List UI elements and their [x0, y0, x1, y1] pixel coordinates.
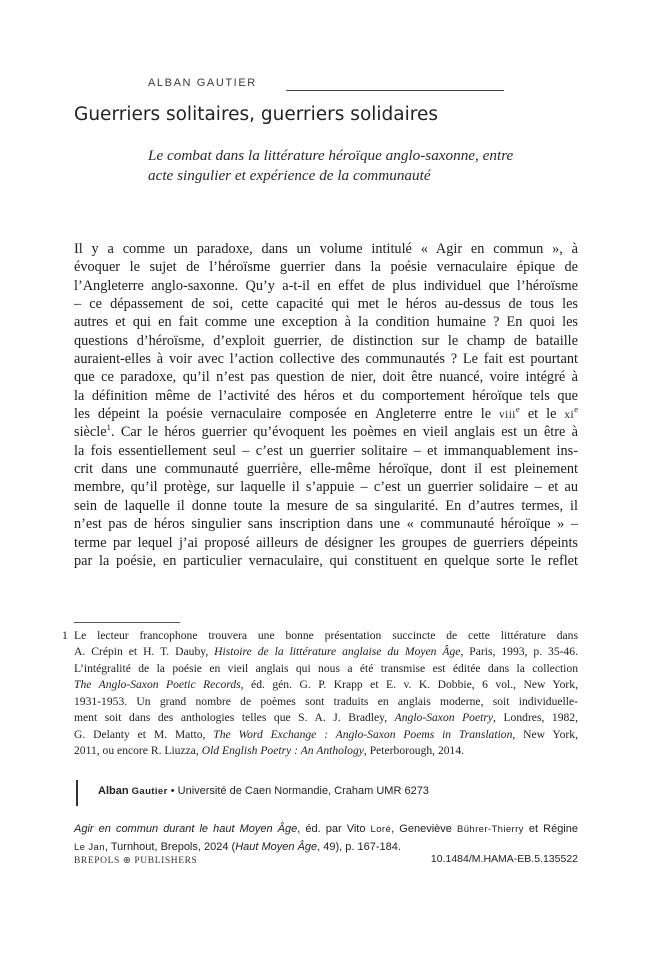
book-title: The Word Exchange : Anglo-Saxon Poems in Translation	[213, 727, 513, 741]
doi-link[interactable]: 10.1484/M.HAMA-EB.5.135522	[430, 853, 578, 865]
body-line: questions d’héroïsme, d’exploit guerrier, de distinction sur le champ de bataille	[74, 332, 578, 349]
body-text-fragment: siècle	[74, 424, 107, 441]
citation-line	[74, 821, 578, 839]
body-line: membre, qu’il protège, sur laquelle il s’appuie – c’est un guerrier solidaire – et au	[74, 479, 578, 496]
footnote-line: Le lecteur francophone trouvera une bonne présentation succincte de cette littérature dans	[74, 629, 578, 642]
author-first-name: Alban	[98, 785, 132, 797]
body-line: évoquer le sujet de l’héroïsme guerrier dans la poésie vernaculaire épique de	[74, 259, 578, 276]
volume-citation	[74, 821, 578, 856]
publisher-logo: BREPOLS ⊕ PUBLISHERS	[74, 856, 198, 866]
century-suffix: e	[574, 405, 578, 415]
author-affiliation	[98, 785, 429, 797]
book-title: Histoire de la littérature anglaise du Moyen Âge	[214, 645, 461, 659]
volume-title: Agir en commun durant le haut Moyen Âge	[74, 823, 298, 835]
footnote-fragment: 2011, ou encore R. Liuzza,	[74, 744, 202, 758]
citation-fragment: , éd. par Vito	[297, 823, 371, 835]
footnote-fragment: , Paris, 1993, p. 35-46.	[460, 645, 578, 659]
footnote-line	[74, 743, 578, 759]
body-line: n’est pas de héros singulier sans inscription dans une « communauté héroïque » –	[74, 516, 578, 533]
book-title: Old English Poetry : An Anthology	[201, 744, 364, 758]
footnote-fragment: , Londres, 1982,	[493, 711, 578, 725]
footnote-fragment: A. Crépin et H. T. Dauby,	[74, 645, 215, 659]
body-line	[74, 423, 578, 441]
footnote-line	[74, 677, 578, 693]
body-line: – ce dépassement de soi, cette capacité qui met le héros au-dessus de tous les	[74, 296, 578, 313]
footnote-fragment: ment soit dans des anthologies telles que S. A. J. Bradley,	[74, 711, 395, 725]
author-last-name: Gautier	[131, 786, 168, 797]
body-line: que ce paradoxe, qu’il n’est pas question de nier, doit être nuancé, voire intégré à	[74, 369, 578, 386]
subtitle-line: acte singulier et expérience de la communauté	[148, 167, 431, 184]
editor-name: Bührer-Thierry	[456, 824, 524, 835]
citation-fragment: , Turnhout, Brepols, 2024 (	[104, 840, 236, 853]
body-line: l’Angleterre anglo-saxonne. Qu’y a-t-il en effet de plus individuel que l’héroïsme	[74, 277, 578, 294]
footnote-line: L’intégralité de la poésie en vieil anglais qui nous a été transmise est éditée dans la collection	[74, 661, 578, 675]
book-title: The Anglo-Saxon Poetic Records	[74, 678, 241, 692]
header-rule	[286, 90, 504, 91]
century-suffix: e	[515, 405, 520, 415]
body-line: crit dans une communauté guerrière, elle-même héroïque, dont il est pleinement	[74, 461, 578, 478]
footnote-line: 1931-1953. Un grand nombre de poèmes sont traduits en anglais moderne, soit individuelle-	[74, 694, 578, 708]
article-subtitle	[148, 146, 578, 186]
body-text-fragment: . Car le héros guerrier qu’évoquent les poèmes en vieil anglais est un être à	[110, 424, 578, 441]
footnote-text	[74, 628, 578, 760]
body-line	[74, 405, 578, 423]
footnote-number: 1	[62, 629, 68, 642]
body-line: la fois essentiellement seul – c’est un guerrier solitaire – et immanquablement ins-	[74, 442, 578, 459]
footnote-fragment: G. Delanty et M. Matto,	[74, 727, 214, 741]
affiliation-text: • Université de Caen Normandie, Craham UMR 6273	[167, 785, 429, 797]
citation-fragment: , Geneviève	[391, 823, 457, 835]
citation-fragment: , 49), p. 167-184.	[317, 840, 401, 853]
body-line: auraient-elles à voir avec l’action collective des communautés ? Le fait est pourtant	[74, 351, 578, 368]
body-line: terme par lequel j’ai proposé ailleurs de désigner les groupes de guerriers dépeints	[74, 534, 578, 551]
footnote-line	[74, 727, 578, 743]
running-head: ALBAN GAUTIER	[148, 77, 257, 89]
century-numeral: viii	[499, 409, 516, 422]
footnote-fragment: , éd. gén. G. P. Krapp et E. v. K. Dobbie, 6 vol., New York,	[240, 678, 578, 692]
body-paragraph	[74, 240, 578, 570]
body-line: autres et qui en fait comme une exception à la condition humaine ? En quoi les	[74, 314, 578, 331]
citation-fragment: et Régine	[523, 823, 578, 835]
footnote-fragment: , Peterborough, 2014.	[363, 744, 465, 758]
body-line: sein de laquelle il donne toute la mesure de sa singularité. En d’autres termes, il	[74, 497, 578, 514]
body-text-fragment: les dépeint la poésie vernaculaire composée en Angleterre entre le	[74, 406, 500, 423]
footnote-reference[interactable]: 1	[106, 423, 111, 433]
editor-name: Le Jan	[74, 841, 105, 853]
affiliation-bar	[76, 780, 78, 806]
footnote-line	[74, 710, 578, 726]
century-numeral: xi	[564, 409, 575, 422]
footnote-line	[74, 644, 578, 660]
footnote-rule	[74, 622, 180, 623]
body-line: Il y a comme un paradoxe, dans un volume intitulé « Agir en commun », à	[74, 241, 578, 257]
editor-name: Loré	[370, 824, 392, 835]
series-title: Haut Moyen Âge	[235, 840, 318, 853]
article-title: Guerriers solitaires, guerriers solidaires	[74, 104, 438, 125]
book-title: Anglo-Saxon Poetry	[394, 711, 494, 725]
body-text-fragment: et le	[519, 406, 565, 423]
footnote-fragment: , New York,	[512, 727, 578, 741]
body-line: la définition même de l’activité des héros et du comportement héroïque tels que	[74, 387, 578, 404]
subtitle-line: Le combat dans la littérature héroïque anglo-saxonne, entre	[148, 147, 514, 164]
body-line: par la poésie, en particulier vernaculaire, qui constituent en quelque sorte le reflet	[74, 552, 578, 569]
